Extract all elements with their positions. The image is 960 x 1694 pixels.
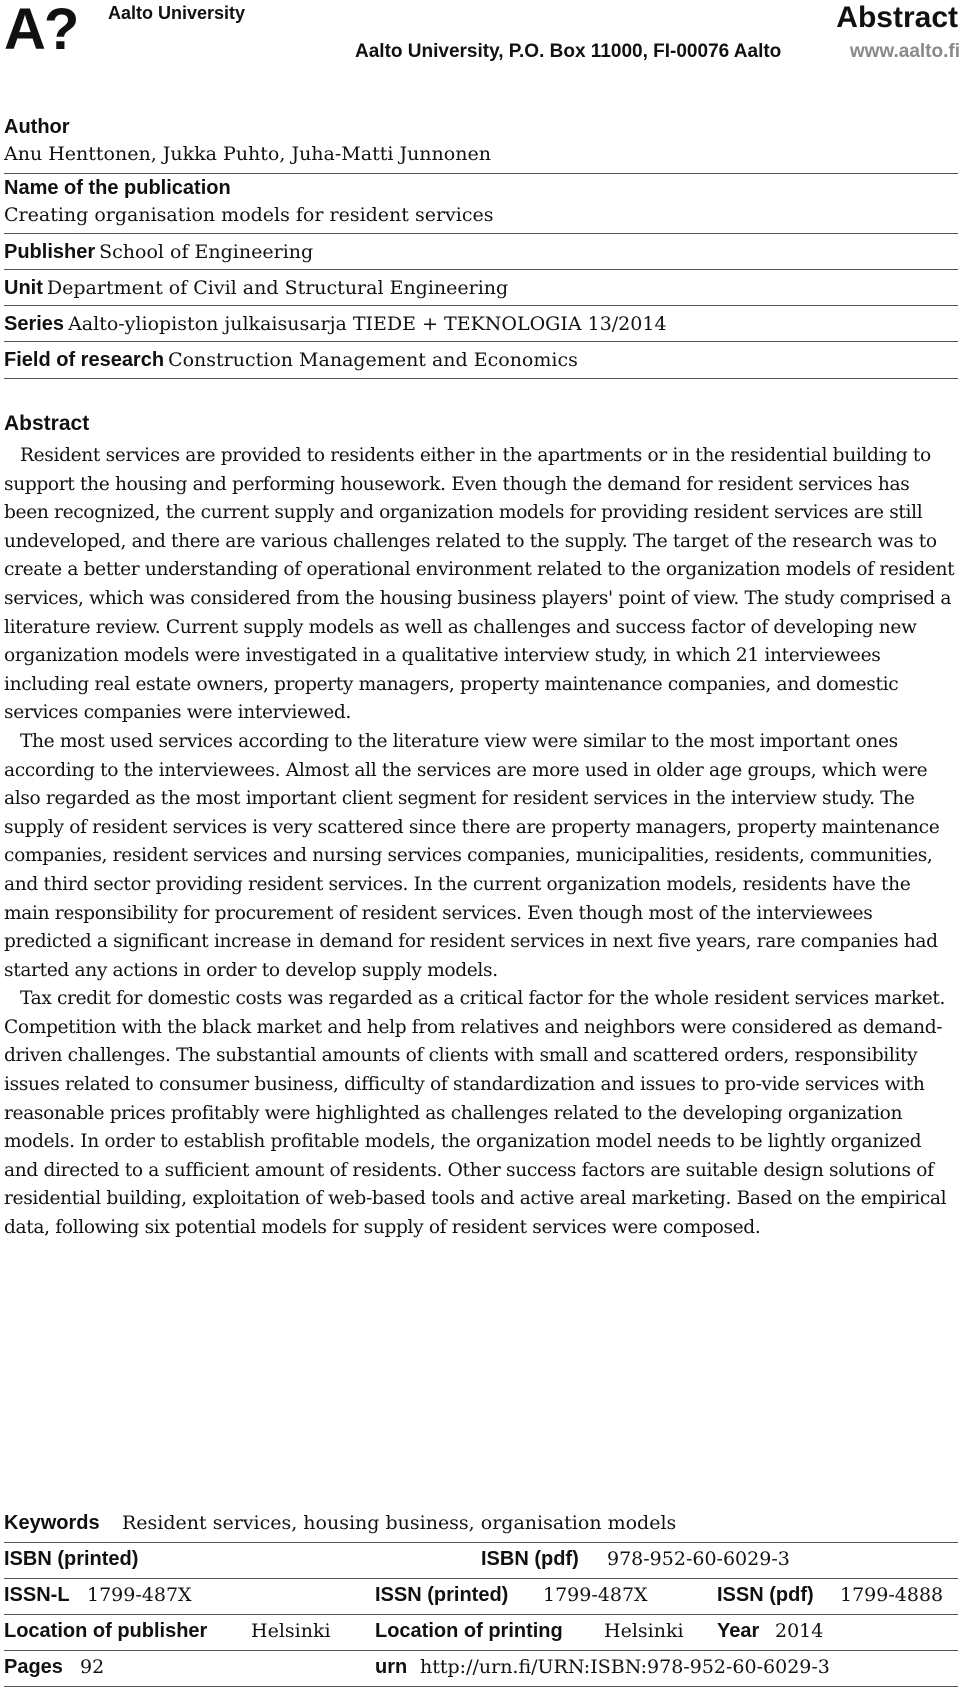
- pages-value: 92: [80, 1656, 105, 1678]
- university-name: Aalto University: [108, 3, 246, 23]
- divider: [4, 1614, 958, 1615]
- abstract-paragraph: Resident services are provided to residents either in the apartments or in the residential building to support the housing and performing housework. Even though the demand for resident services has been recognized, the current supply and organization models for providing resident services are still undeveloped, and there are various challenges related to the supply. The target of the research was to create a better understanding of operational environment related to the organization models of resident services, which was considered from the housing business players' point of view. The study comprised a literature review. Current supply models as well as challenges and success factor of developing new organization models were investigated in a qualitative interview study, in which 21 interviewees including real estate owners, property managers, property maintenance companies, and domestic services companies were interviewed.: [4, 445, 955, 724]
- location-row: [4, 1620, 958, 1650]
- publisher-label: Publisher: [4, 241, 96, 263]
- divider: [4, 233, 958, 234]
- publication-name-value: Creating organisation models for resident services: [4, 204, 494, 226]
- issn-pdf-value: 1799-4888: [840, 1584, 944, 1606]
- divider: [4, 1650, 958, 1651]
- isbn-row: [4, 1548, 958, 1578]
- pages-row: [4, 1656, 958, 1686]
- urn-label: urn: [375, 1656, 408, 1678]
- issn-row: [4, 1584, 958, 1614]
- isbn-pdf-value: 978-952-60-6029-3: [607, 1548, 790, 1570]
- website-link[interactable]: www.aalto.fi: [849, 41, 960, 62]
- divider: [4, 269, 958, 270]
- series-row: [4, 313, 958, 336]
- location-publisher-label: Location of publisher: [4, 1620, 208, 1642]
- abstract-heading: Abstract: [4, 412, 90, 435]
- divider: [4, 1542, 958, 1543]
- divider: [4, 1686, 958, 1687]
- divider: [4, 305, 958, 306]
- publisher-row: [4, 241, 958, 264]
- issn-pdf-label: ISSN (pdf): [717, 1584, 814, 1606]
- issn-printed-value: 1799-487X: [543, 1584, 648, 1606]
- isbn-printed-label: ISBN (printed): [4, 1548, 139, 1570]
- urn-link[interactable]: http://urn.fi/URN:ISBN:978-952-60-6029-3: [420, 1656, 830, 1678]
- location-printing-label: Location of printing: [375, 1620, 563, 1642]
- keywords-value: Resident services, housing business, organisation models: [122, 1512, 677, 1534]
- series-label: Series: [4, 313, 65, 335]
- year-value: 2014: [775, 1620, 824, 1642]
- year-label: Year: [717, 1620, 760, 1642]
- document-type-title: Abstract: [836, 1, 958, 34]
- keywords-row: [4, 1512, 958, 1542]
- unit-row: [4, 277, 958, 300]
- divider: [4, 378, 958, 379]
- isbn-pdf-label: ISBN (pdf): [481, 1548, 579, 1570]
- divider: [4, 173, 958, 174]
- series-value: Aalto-yliopiston julkaisusarja TIEDE + TEKNOLOGIA 13/2014: [68, 313, 667, 335]
- abstract-body: [4, 442, 958, 1243]
- field-value: Construction Management and Economics: [168, 349, 578, 371]
- publisher-value: School of Engineering: [99, 241, 314, 263]
- abstract-paragraph: Tax credit for domestic costs was regarded as a critical factor for the whole resident services market. Competition with the black market and help from relatives and neighbors were considered as demand-driven challenges. The substantial amounts of clients with small and scattered orders, responsibility issues related to consumer business, difficulty of standardization and issues to pro-vide services with reasonable prices profitably were highlighted as challenges related to the developing organization models. In order to establish profitable models, the organization model needs to be lightly organized and directed to a sufficient amount of residents. Other success factors are suitable design solutions of residential building, exploitation of web-based tools and active areal marketing. Based on the empirical data, following six potential models for supply of resident services were composed.: [4, 988, 947, 1239]
- author-label: Author: [4, 116, 70, 138]
- keywords-label: Keywords: [4, 1512, 100, 1534]
- publication-name-label: Name of the publication: [4, 177, 231, 199]
- issnl-label: ISSN-L: [4, 1584, 70, 1606]
- issn-printed-label: ISSN (printed): [375, 1584, 509, 1606]
- field-row: [4, 349, 958, 372]
- abstract-paragraph: The most used services according to the literature view were similar to the most important ones according to the interviewees. Almost all the services are more used in older age groups, which were also regarded as the most important client segment for resident services in the interview study. The supply of resident services is very scattered since there are property managers, property maintenance companies, resident services and nursing services companies, municipalities, residents, communities, and third sector providing resident services. In the current organization models, residents have the main responsibility for procurement of resident services. Even though most of the interviewees predicted a significant increase in demand for resident services in next five years, rare companies had started any actions in order to develop supply models.: [4, 730, 940, 981]
- divider: [4, 341, 958, 342]
- unit-label: Unit: [4, 277, 43, 299]
- issnl-value: 1799-487X: [87, 1584, 192, 1606]
- divider: [4, 1578, 958, 1579]
- field-label: Field of research: [4, 349, 165, 371]
- location-printing-value: Helsinki: [604, 1620, 684, 1642]
- author-value: Anu Henttonen, Jukka Puhto, Juha-Matti Junnonen: [4, 143, 491, 165]
- aalto-logo: A?: [4, 0, 78, 62]
- postal-address: Aalto University, P.O. Box 11000, FI-00076 Aalto: [355, 41, 782, 62]
- unit-value: Department of Civil and Structural Engineering: [46, 277, 509, 299]
- pages-label: Pages: [4, 1656, 63, 1678]
- location-publisher-value: Helsinki: [251, 1620, 331, 1642]
